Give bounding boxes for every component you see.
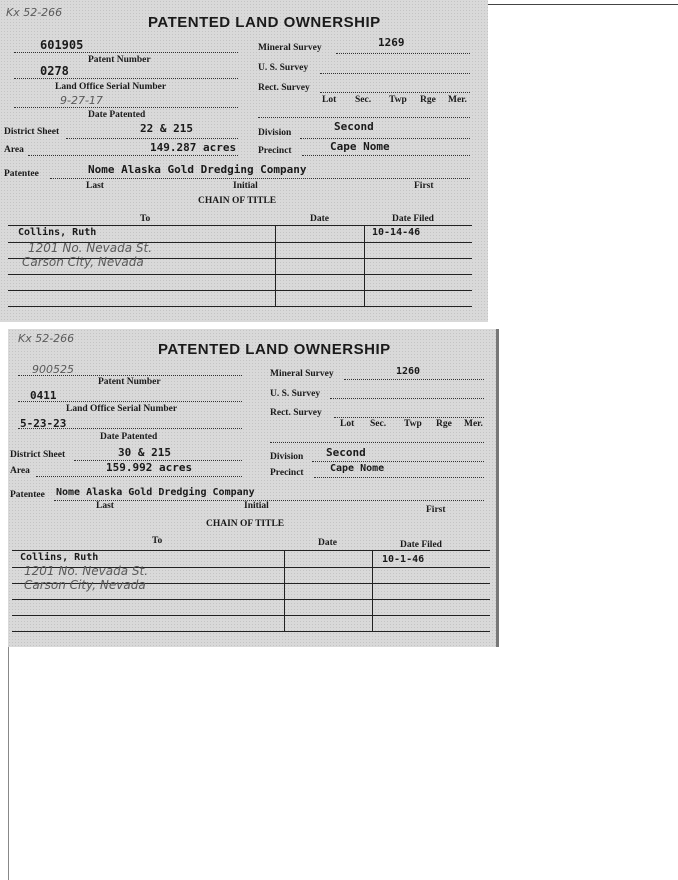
- rect-col-mer: Mer.: [464, 419, 483, 429]
- rect-survey-label: Rect. Survey: [270, 408, 322, 418]
- chain-of-title-heading: CHAIN OF TITLE: [206, 519, 285, 529]
- mineral-survey-value: 1260: [396, 366, 421, 377]
- name-col-initial: Initial: [233, 181, 258, 191]
- chain-entry-address-1: 1201 No. Nevada St.: [28, 241, 153, 255]
- reference-mark: Kx 52-266: [6, 6, 63, 19]
- chain-entry-address-1: 1201 No. Nevada St.: [24, 564, 149, 578]
- area-value: 149.287 acres: [150, 141, 237, 154]
- rect-col-twp: Twp: [389, 95, 407, 105]
- chain-entry-name: Collins, Ruth: [18, 227, 97, 238]
- card-title: PATENTED LAND OWNERSHIP: [148, 14, 381, 31]
- date-patented-label: Date Patented: [100, 432, 158, 442]
- card-title: PATENTED LAND OWNERSHIP: [158, 341, 391, 358]
- chain-col-date: Date: [310, 214, 329, 224]
- serial-value: 0278: [40, 64, 69, 78]
- precinct-label: Precinct: [258, 146, 292, 156]
- reference-mark: Kx 52-266: [18, 332, 75, 345]
- patentee-label: Patentee: [10, 490, 45, 500]
- name-col-first: First: [414, 181, 434, 191]
- rect-survey-label: Rect. Survey: [258, 83, 310, 93]
- area-label: Area: [4, 145, 24, 155]
- chain-col-to: To: [140, 214, 151, 224]
- rect-col-rge: Rge: [436, 419, 452, 429]
- district-sheet-value: 30 & 215: [118, 446, 171, 459]
- mineral-survey-label: Mineral Survey: [270, 369, 334, 379]
- patent-number-value: 601905: [40, 38, 84, 52]
- patent-number-label: Patent Number: [88, 55, 151, 65]
- date-patented-value: 9-27-17: [60, 94, 103, 107]
- patentee-value: Nome Alaska Gold Dredging Company: [88, 163, 307, 176]
- land-card-1: [0, 0, 488, 322]
- chain-col-to: To: [152, 536, 163, 546]
- date-patented-label: Date Patented: [88, 110, 146, 120]
- district-sheet-label: District Sheet: [4, 127, 60, 137]
- name-col-initial: Initial: [244, 501, 269, 511]
- division-label: Division: [270, 452, 304, 462]
- serial-label: Land Office Serial Number: [66, 404, 178, 414]
- mineral-survey-label: Mineral Survey: [258, 43, 322, 53]
- chain-col-date-filed: Date Filed: [400, 540, 442, 550]
- name-col-first: First: [426, 505, 446, 515]
- date-patented-value: 5-23-23: [20, 417, 67, 430]
- precinct-value: Cape Nome: [330, 463, 385, 474]
- chain-of-title-heading: CHAIN OF TITLE: [198, 196, 277, 206]
- district-sheet-label: District Sheet: [10, 450, 66, 460]
- chain-entry-date-filed: 10-14-46: [372, 227, 421, 238]
- name-col-last: Last: [96, 501, 114, 511]
- patent-number-value: 900525: [32, 363, 74, 376]
- rect-col-lot: Lot: [340, 419, 355, 429]
- rect-col-sec: Sec.: [370, 419, 387, 429]
- rect-col-sec: Sec.: [355, 95, 372, 105]
- chain-col-date: Date: [318, 538, 337, 548]
- rect-col-mer: Mer.: [448, 95, 467, 105]
- district-sheet-value: 22 & 215: [140, 122, 193, 135]
- division-value: Second: [326, 446, 366, 459]
- chain-entry-address-2: Carson City, Nevada: [22, 255, 144, 269]
- serial-value: 0411: [30, 389, 57, 402]
- area-label: Area: [10, 466, 30, 476]
- chain-col-date-filed: Date Filed: [392, 214, 434, 224]
- chain-entry-date-filed: 10-1-46: [382, 554, 425, 565]
- chain-entry-address-2: Carson City, Nevada: [24, 578, 146, 592]
- precinct-value: Cape Nome: [330, 140, 390, 153]
- rect-col-twp: Twp: [404, 419, 422, 429]
- name-col-last: Last: [86, 181, 104, 191]
- rect-col-lot: Lot: [322, 95, 337, 105]
- patentee-label: Patentee: [4, 169, 39, 179]
- patentee-value: Nome Alaska Gold Dredging Company: [56, 487, 255, 498]
- patent-number-label: Patent Number: [98, 377, 161, 387]
- us-survey-label: U. S. Survey: [270, 389, 321, 399]
- division-label: Division: [258, 128, 292, 138]
- area-value: 159.992 acres: [106, 461, 193, 474]
- page-edge-line: [486, 4, 678, 5]
- serial-label: Land Office Serial Number: [55, 82, 167, 92]
- chain-entry-name: Collins, Ruth: [20, 552, 99, 563]
- rect-col-rge: Rge: [420, 95, 436, 105]
- division-value: Second: [334, 120, 374, 133]
- mineral-survey-value: 1269: [378, 36, 405, 49]
- us-survey-label: U. S. Survey: [258, 63, 309, 73]
- land-card-2: [8, 329, 499, 647]
- precinct-label: Precinct: [270, 468, 304, 478]
